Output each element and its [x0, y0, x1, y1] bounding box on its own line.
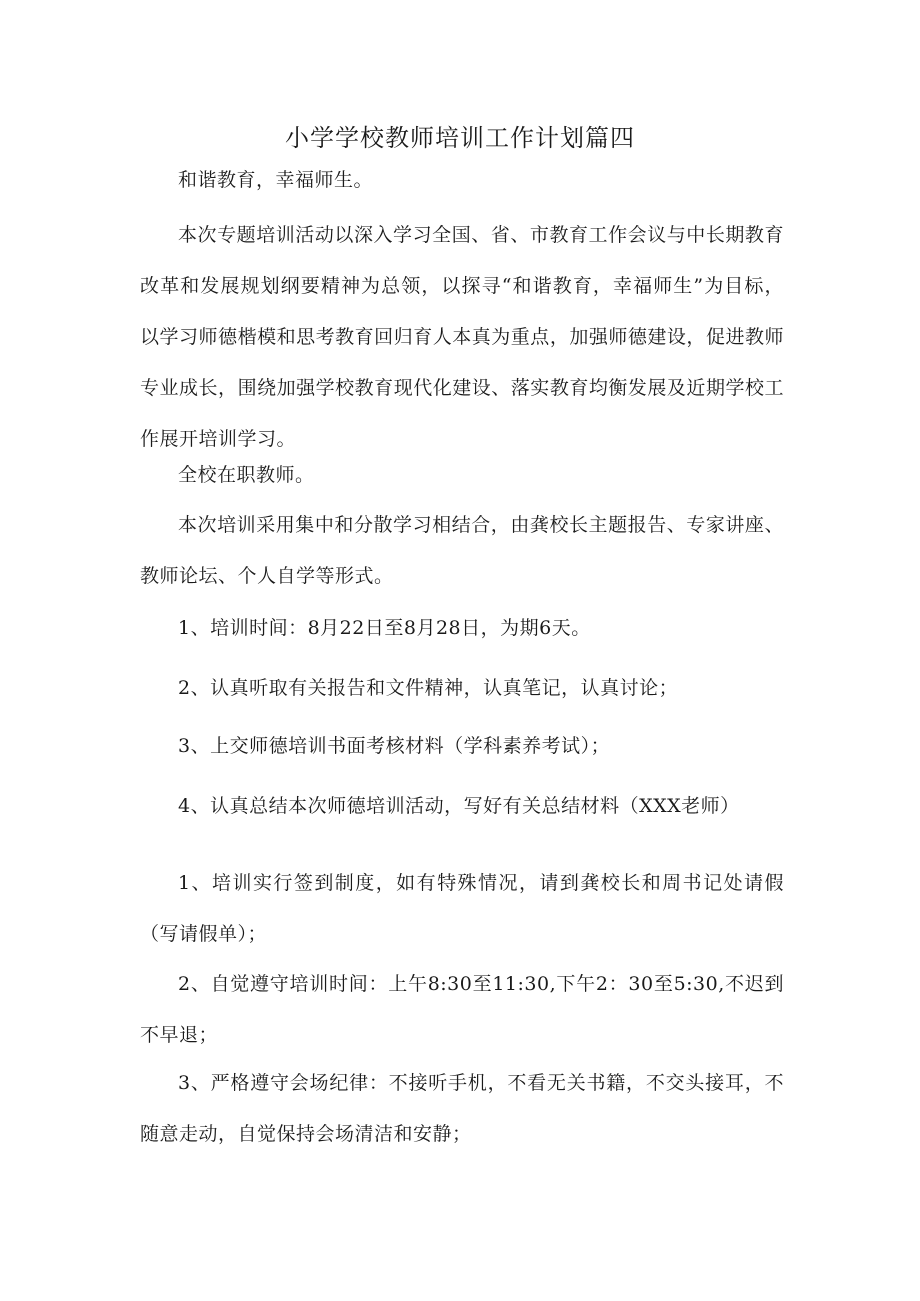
list-item-notes: 2、认真听取有关报告和文件精神，认真笔记，认真讨论； [178, 677, 679, 699]
page-title: 小学学校教师培训工作计划篇四 [285, 124, 635, 152]
paragraph-motto: 和谐教育，幸福师生。 [178, 169, 374, 191]
paragraph-purpose: 本次专题培训活动以深入学习全国、省、市教育工作会议与中长期教育改革和发展规划纲要精神为总领，以探寻“和谐教育，幸福师生”为目标，以学习师德楷模和思考教育回归育人本真为重点，加强师德建设，促进教师专业成长，围绕加强学校教育现代化建设、落实教育均衡发展及近期学校工作展开培训学习。 [140, 224, 784, 450]
rule-item-time: 2、自觉遵守培训时间：上午8:30至11:30,下午2：30至5:30,不迟到不早退； [140, 973, 784, 1046]
rule-item-signin: 1、培训实行签到制度，如有特殊情况，请到龚校长和周书记处请假（写请假单）； [140, 872, 784, 945]
paragraph-participants: 全校在职教师。 [178, 464, 315, 486]
list-item-summary: 4、认真总结本次师德培训活动，写好有关总结材料（XXX老师） [178, 795, 740, 817]
paragraph-format: 本次培训采用集中和分散学习相结合，由龚校长主题报告、专家讲座、教师论坛、个人自学等形式。 [140, 514, 784, 587]
list-item-materials: 3、上交师德培训书面考核材料（学科素养考试）； [178, 735, 611, 757]
list-item-schedule: 1、培训时间：8月22日至8月28日，为期6天。 [178, 617, 591, 639]
rule-item-discipline: 3、严格遵守会场纪律：不接听手机，不看无关书籍，不交头接耳，不随意走动，自觉保持会场清洁和安静； [140, 1072, 784, 1145]
